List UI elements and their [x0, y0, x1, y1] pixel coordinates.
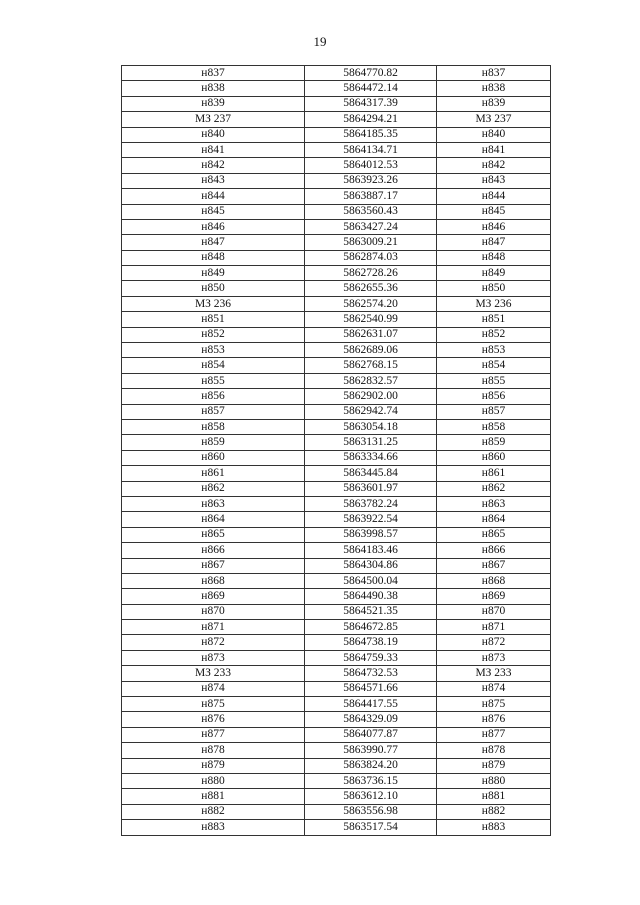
coordinate-cell: 5863922.54: [305, 512, 437, 527]
table-row: [122, 235, 551, 250]
coordinate-cell: 5863517.54: [305, 820, 437, 835]
table-row: [122, 573, 551, 588]
coordinate-cell: 5863009.21: [305, 235, 437, 250]
coordinate-cell: 5862942.74: [305, 404, 437, 419]
table-row: [122, 266, 551, 281]
point-id-repeat-cell: н875: [437, 697, 551, 712]
table-row: [122, 66, 551, 81]
table-row: [122, 512, 551, 527]
point-id-cell: н844: [122, 189, 305, 204]
table-row: [122, 604, 551, 619]
page-number: 19: [313, 34, 327, 49]
point-id-repeat-cell: н873: [437, 650, 551, 665]
coordinate-cell: 5863560.43: [305, 204, 437, 219]
point-id-repeat-cell: н845: [437, 204, 551, 219]
table-row: [122, 666, 551, 681]
coordinate-cell: 5863334.66: [305, 450, 437, 465]
point-id-cell: н851: [122, 312, 305, 327]
coordinate-cell: 5864490.38: [305, 589, 437, 604]
point-id-cell: н839: [122, 96, 305, 111]
point-id-repeat-cell: н855: [437, 373, 551, 388]
point-id-cell: н859: [122, 435, 305, 450]
table-row: [122, 281, 551, 296]
point-id-cell: н879: [122, 758, 305, 773]
coordinate-cell: 5863445.84: [305, 466, 437, 481]
point-id-repeat-cell: н879: [437, 758, 551, 773]
point-id-repeat-cell: н857: [437, 404, 551, 419]
coordinate-cell: 5862902.00: [305, 389, 437, 404]
point-id-cell: н849: [122, 266, 305, 281]
table-row: [122, 773, 551, 788]
point-id-cell: н855: [122, 373, 305, 388]
coordinate-cell: 5862631.07: [305, 327, 437, 342]
coordinate-cell: 5863601.97: [305, 481, 437, 496]
table-row: [122, 804, 551, 819]
point-id-repeat-cell: н881: [437, 789, 551, 804]
table-row: [122, 758, 551, 773]
point-id-repeat-cell: н878: [437, 743, 551, 758]
point-id-repeat-cell: н851: [437, 312, 551, 327]
table-row: [122, 343, 551, 358]
point-id-repeat-cell: н877: [437, 727, 551, 742]
table-row: [122, 389, 551, 404]
point-id-repeat-cell: н852: [437, 327, 551, 342]
coordinate-cell: 5862768.15: [305, 358, 437, 373]
point-id-repeat-cell: н839: [437, 96, 551, 111]
point-id-repeat-cell: н868: [437, 573, 551, 588]
point-id-repeat-cell: н876: [437, 712, 551, 727]
point-id-repeat-cell: н859: [437, 435, 551, 450]
point-id-repeat-cell: н869: [437, 589, 551, 604]
point-id-repeat-cell: н858: [437, 419, 551, 434]
point-id-repeat-cell: н867: [437, 558, 551, 573]
coordinate-cell: 5864329.09: [305, 712, 437, 727]
coordinate-cell: 5862728.26: [305, 266, 437, 281]
coordinate-cell: 5863990.77: [305, 743, 437, 758]
table-row: [122, 789, 551, 804]
coordinate-cell: 5863824.20: [305, 758, 437, 773]
table-row: [122, 373, 551, 388]
coordinate-cell: 5863427.24: [305, 219, 437, 234]
point-id-cell: н838: [122, 81, 305, 96]
point-id-repeat-cell: н853: [437, 343, 551, 358]
table-row: [122, 189, 551, 204]
point-id-cell: н871: [122, 620, 305, 635]
table-row: [122, 543, 551, 558]
point-id-cell: н866: [122, 543, 305, 558]
point-id-cell: н850: [122, 281, 305, 296]
table-row: [122, 327, 551, 342]
coordinate-cell: 5863054.18: [305, 419, 437, 434]
table-row: [122, 820, 551, 835]
coordinate-cell: 5864472.14: [305, 81, 437, 96]
point-id-repeat-cell: н865: [437, 527, 551, 542]
table-row: [122, 620, 551, 635]
point-id-cell: н856: [122, 389, 305, 404]
point-id-cell: н867: [122, 558, 305, 573]
table-row: [122, 81, 551, 96]
point-id-cell: н847: [122, 235, 305, 250]
point-id-repeat-cell: МЗ 236: [437, 296, 551, 311]
table-row: [122, 727, 551, 742]
point-id-cell: н870: [122, 604, 305, 619]
coordinate-cell: 5864417.55: [305, 697, 437, 712]
point-id-cell: н869: [122, 589, 305, 604]
coordinate-cell: 5863556.98: [305, 804, 437, 819]
coordinates-table-container: [121, 65, 551, 836]
point-id-repeat-cell: н850: [437, 281, 551, 296]
coordinate-cell: 5862655.36: [305, 281, 437, 296]
coordinate-cell: 5863736.15: [305, 773, 437, 788]
coordinate-cell: 5863923.26: [305, 173, 437, 188]
coordinate-cell: 5864759.33: [305, 650, 437, 665]
coordinate-cell: 5863612.10: [305, 789, 437, 804]
table-row: [122, 404, 551, 419]
point-id-repeat-cell: н854: [437, 358, 551, 373]
point-id-cell: н842: [122, 158, 305, 173]
point-id-cell: н857: [122, 404, 305, 419]
point-id-cell: МЗ 233: [122, 666, 305, 681]
table-row: [122, 127, 551, 142]
coordinate-cell: 5863782.24: [305, 496, 437, 511]
coordinate-cell: 5862874.03: [305, 250, 437, 265]
table-row: [122, 481, 551, 496]
point-id-repeat-cell: н840: [437, 127, 551, 142]
point-id-cell: н868: [122, 573, 305, 588]
table-row: [122, 173, 551, 188]
point-id-cell: н872: [122, 635, 305, 650]
coordinate-cell: 5864077.87: [305, 727, 437, 742]
point-id-repeat-cell: н856: [437, 389, 551, 404]
point-id-cell: н860: [122, 450, 305, 465]
point-id-cell: н875: [122, 697, 305, 712]
point-id-cell: н882: [122, 804, 305, 819]
table-row: [122, 681, 551, 696]
coordinate-cell: 5864012.53: [305, 158, 437, 173]
point-id-cell: н845: [122, 204, 305, 219]
table-row: [122, 142, 551, 157]
table-row: [122, 219, 551, 234]
coordinate-cell: 5862574.20: [305, 296, 437, 311]
point-id-repeat-cell: н841: [437, 142, 551, 157]
point-id-repeat-cell: н861: [437, 466, 551, 481]
point-id-cell: н858: [122, 419, 305, 434]
coordinate-cell: 5862689.06: [305, 343, 437, 358]
point-id-cell: н862: [122, 481, 305, 496]
table-row: [122, 743, 551, 758]
point-id-repeat-cell: н883: [437, 820, 551, 835]
table-row: [122, 312, 551, 327]
table-row: [122, 527, 551, 542]
table-row: [122, 435, 551, 450]
point-id-cell: н878: [122, 743, 305, 758]
point-id-cell: н864: [122, 512, 305, 527]
point-id-repeat-cell: н880: [437, 773, 551, 788]
coordinate-cell: 5863998.57: [305, 527, 437, 542]
point-id-repeat-cell: н844: [437, 189, 551, 204]
coordinate-cell: 5864134.71: [305, 142, 437, 157]
point-id-repeat-cell: н882: [437, 804, 551, 819]
point-id-cell: н865: [122, 527, 305, 542]
point-id-cell: н861: [122, 466, 305, 481]
table-row: [122, 204, 551, 219]
point-id-repeat-cell: МЗ 237: [437, 112, 551, 127]
table-row: [122, 296, 551, 311]
point-id-cell: МЗ 236: [122, 296, 305, 311]
coordinate-cell: 5864185.35: [305, 127, 437, 142]
coordinate-cell: 5864521.35: [305, 604, 437, 619]
point-id-repeat-cell: н863: [437, 496, 551, 511]
point-id-repeat-cell: н838: [437, 81, 551, 96]
point-id-cell: н881: [122, 789, 305, 804]
point-id-cell: н853: [122, 343, 305, 358]
table-row: [122, 697, 551, 712]
point-id-cell: н846: [122, 219, 305, 234]
point-id-cell: н852: [122, 327, 305, 342]
coordinate-cell: 5862832.57: [305, 373, 437, 388]
point-id-repeat-cell: н843: [437, 173, 551, 188]
table-row: [122, 712, 551, 727]
coordinate-cell: 5864317.39: [305, 96, 437, 111]
table-row: [122, 496, 551, 511]
table-row: [122, 112, 551, 127]
point-id-repeat-cell: МЗ 233: [437, 666, 551, 681]
coordinate-cell: 5864738.19: [305, 635, 437, 650]
point-id-repeat-cell: н870: [437, 604, 551, 619]
table-row: [122, 650, 551, 665]
table-row: [122, 158, 551, 173]
point-id-repeat-cell: н847: [437, 235, 551, 250]
coordinates-table: [121, 65, 551, 836]
point-id-repeat-cell: н837: [437, 66, 551, 81]
point-id-cell: н880: [122, 773, 305, 788]
table-row: [122, 635, 551, 650]
coordinate-cell: 5862540.99: [305, 312, 437, 327]
point-id-cell: н873: [122, 650, 305, 665]
table-row: [122, 589, 551, 604]
point-id-repeat-cell: н848: [437, 250, 551, 265]
point-id-repeat-cell: н874: [437, 681, 551, 696]
coordinate-cell: 5864294.21: [305, 112, 437, 127]
coordinates-table-body: [122, 66, 551, 836]
point-id-repeat-cell: н871: [437, 620, 551, 635]
point-id-cell: н848: [122, 250, 305, 265]
point-id-cell: МЗ 237: [122, 112, 305, 127]
point-id-cell: н854: [122, 358, 305, 373]
coordinate-cell: 5864571.66: [305, 681, 437, 696]
coordinate-cell: 5864732.53: [305, 666, 437, 681]
point-id-repeat-cell: н846: [437, 219, 551, 234]
coordinate-cell: 5863887.17: [305, 189, 437, 204]
point-id-repeat-cell: н842: [437, 158, 551, 173]
table-row: [122, 558, 551, 573]
point-id-cell: н837: [122, 66, 305, 81]
coordinate-cell: 5863131.25: [305, 435, 437, 450]
table-row: [122, 358, 551, 373]
point-id-repeat-cell: н849: [437, 266, 551, 281]
coordinate-cell: 5864500.04: [305, 573, 437, 588]
coordinate-cell: 5864770.82: [305, 66, 437, 81]
point-id-cell: н843: [122, 173, 305, 188]
point-id-cell: н840: [122, 127, 305, 142]
point-id-cell: н876: [122, 712, 305, 727]
table-row: [122, 466, 551, 481]
point-id-cell: н841: [122, 142, 305, 157]
point-id-repeat-cell: н862: [437, 481, 551, 496]
point-id-repeat-cell: н864: [437, 512, 551, 527]
point-id-cell: н874: [122, 681, 305, 696]
coordinate-cell: 5864672.85: [305, 620, 437, 635]
table-row: [122, 450, 551, 465]
coordinate-cell: 5864304.86: [305, 558, 437, 573]
coordinate-cell: 5864183.46: [305, 543, 437, 558]
point-id-cell: н883: [122, 820, 305, 835]
point-id-cell: н863: [122, 496, 305, 511]
point-id-repeat-cell: н866: [437, 543, 551, 558]
table-row: [122, 96, 551, 111]
table-row: [122, 419, 551, 434]
point-id-repeat-cell: н860: [437, 450, 551, 465]
point-id-cell: н877: [122, 727, 305, 742]
point-id-repeat-cell: н872: [437, 635, 551, 650]
table-row: [122, 250, 551, 265]
